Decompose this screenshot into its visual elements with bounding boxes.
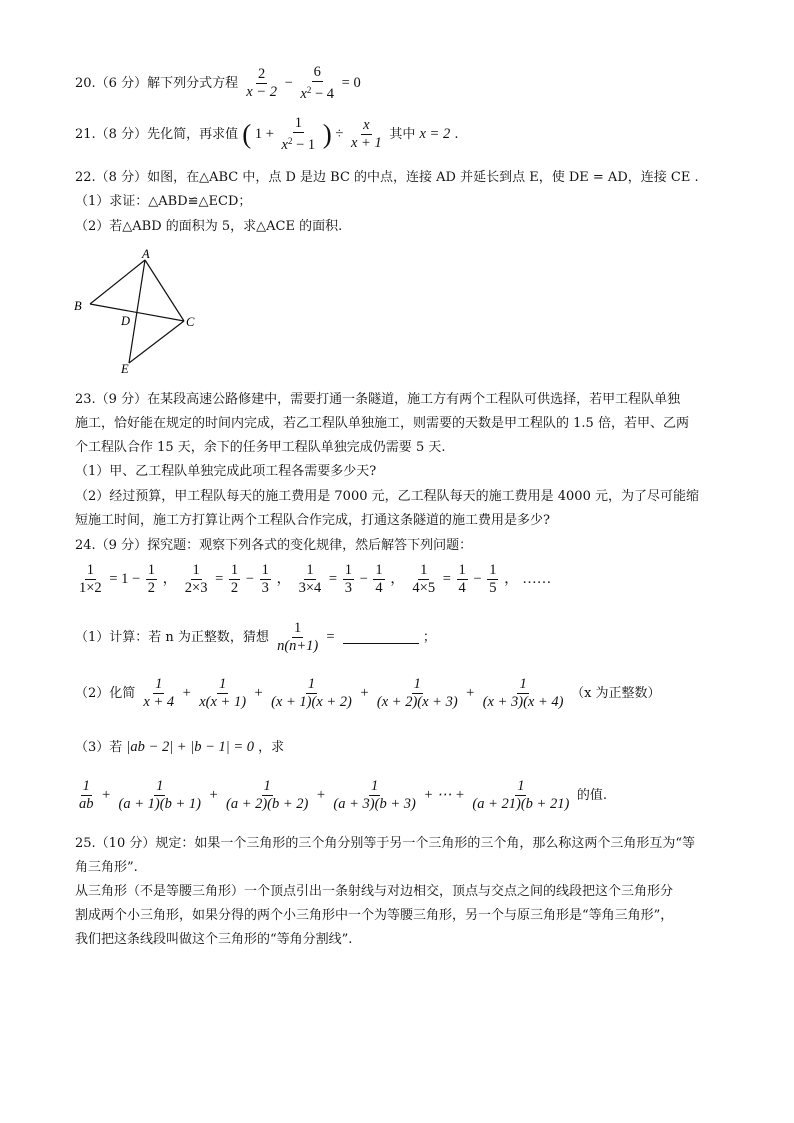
q21-fraction-2: $\frac{x}{x + 1}$ bbox=[351, 117, 382, 151]
label-D: D bbox=[121, 314, 131, 328]
q25-line5: 我们把这条线段叫做这个三角形的“等角分割线”. bbox=[75, 932, 353, 947]
q22-stem: 22.（8 分）如图，在△ABC 中，点 D 是边 BC 的中点，连接 AD 并延长到点 E，使 DE = AD，连接 CE . bbox=[75, 170, 699, 185]
segment-AC bbox=[145, 260, 184, 321]
q20-line bbox=[75, 64, 361, 103]
q22-part2: （2）若△ABD 的面积为 5，求△ACE 的面积. bbox=[75, 219, 343, 234]
q20-fraction-2: $\frac{6}{x^2 - 4}$ bbox=[300, 64, 335, 102]
q21-condition: x = 2 bbox=[419, 125, 451, 142]
q25-line2: 角三角形”. bbox=[75, 860, 138, 875]
q25-line4: 割成两个小三角形，如果分得的两个小三角形中一个为等腰三角形，另一个与原三角形是“等角三角形”， bbox=[75, 908, 674, 923]
pattern-1-lhs: $\frac{1}{1\times 2}$ bbox=[79, 562, 102, 596]
q20-equation: $\frac{2}{x - 2}$ − $\frac{6}{x^2 - 4}$ = 0 bbox=[246, 64, 361, 102]
label-E: E bbox=[121, 362, 129, 376]
q23-part1: （1）甲、乙工程队单独完成此项工程各需要多少天? bbox=[75, 464, 377, 479]
q24-sum-expression: $\frac{1}{ab}$ + $\frac{1}{(a + 1)(b + 1)}$ + $\frac{1}{(a + 2)(b + 2)}$ + $\frac{1}{(a + 3)(b + 3)}$ + ⋯ + $\frac{1}{(a + 21)(b + 21)}$ 的值. bbox=[79, 778, 608, 812]
q24-part2-sum: $\frac{1}{x + 4}$ + $\frac{1}{x(x + 1)}$ + $\frac{1}{(x + 1)(x + 2)}$ + $\frac{1}{(x + 2)(x + 3)}$ + $\frac{1}{(x + 3)(x + 4)}$ bbox=[143, 676, 564, 710]
q20-prefix: 20.（6 分）解下列分式方程 bbox=[75, 75, 239, 91]
q24-part1: （1）计算：若 n 为正整数，猜想 $\frac{1}{n(n+1)}$ = ； bbox=[75, 620, 436, 654]
q21-fraction-1: $\frac{1}{x^2 - 1}$ bbox=[281, 115, 316, 153]
label-B: B bbox=[74, 299, 82, 313]
q21-prefix: 21.（8 分）先化简，再求值 bbox=[75, 126, 239, 142]
q23-line1: 23.（9 分）在某段高速公路修建中，需要打通一条隧道，施工方有两个工程队可供选择，若甲工程队单独 bbox=[75, 392, 681, 407]
q23-part2-line1: （2）经过预算，甲工程队每天的施工费用是 7000 元，乙工程队每天的施工费用是 4000 元，为了尽可能缩 bbox=[75, 489, 699, 504]
q21-line: 21.（8 分）先化简，再求值 ( 1 + $\frac{1}{x^2 - 1}$ ) ÷ $\frac{x}{x + 1}$ 其中 x = 2 . bbox=[75, 115, 459, 153]
q24-intro: 24.（9 分）探究题：观察下列各式的变化规律，然后解答下列问题： bbox=[75, 538, 473, 553]
pattern-4-lhs: $\frac{1}{4\times 5}$ bbox=[412, 562, 436, 596]
q20-fraction-1: $\frac{2}{x - 2}$ bbox=[246, 66, 277, 100]
pattern-2-lhs: $\frac{1}{2\times 3}$ bbox=[184, 562, 208, 596]
label-A: A bbox=[142, 247, 150, 261]
segment-AB bbox=[90, 260, 145, 304]
q23-line2: 施工，恰好能在规定的时间内完成，若乙工程队单独施工，则需要的天数是甲工程队的 1.5 倍，若甲、乙两 bbox=[75, 416, 689, 431]
answer-blank[interactable] bbox=[343, 631, 419, 644]
q24-part1-fraction: $\frac{1}{n(n+1)}$ bbox=[277, 620, 319, 654]
q23-part2-line2: 短施工时间，施工方打算让两个工程队合作完成，打通这条隧道的施工费用是多少? bbox=[75, 513, 550, 528]
label-C: C bbox=[186, 315, 195, 329]
q24-pattern: $\frac{1}{1\times 2}$ = 1 − $\frac{1}{2}$ ， $\frac{1}{2\times 3}$ = $\frac{1}{2}$ − $\frac{1}{3}$ ， $\frac{1}{3\times 4}$ = $\frac{1}{3}$ − $\frac{1}{4}$ ， $\frac{1}{4\times 5}$ = $\frac{1}{4}$ − $\frac{1}{5}$ ， …… bbox=[79, 562, 552, 596]
segment-EC bbox=[129, 321, 184, 363]
q25-line3: 从三角形（不是等腰三角形）一个顶点引出一条射线与对边相交，顶点与交点之间的线段把这个三角形分 bbox=[75, 884, 674, 899]
q23-line3: 个工程队合作 15 天，余下的任务甲工程队单独完成仍需要 5 天. bbox=[75, 440, 446, 455]
pattern-3-lhs: $\frac{1}{3\times 4}$ bbox=[298, 562, 322, 596]
q22-part1: （1）求证：△ABD≌△ECD； bbox=[75, 194, 252, 209]
triangle-figure bbox=[68, 246, 208, 376]
q21-expression: ( 1 + $\frac{1}{x^2 - 1}$ ) ÷ $\frac{x}{x + 1}$ bbox=[242, 115, 382, 153]
q24-part3-condition: |ab − 2| + |b − 1| = 0 bbox=[126, 739, 255, 755]
q25-line1: 25.（10 分）规定：如果一个三角形的三个角分别等于另一个三角形的三个角，那么称这两个三角形互为“等 bbox=[75, 836, 695, 851]
q24-part2: （2）化简 $\frac{1}{x + 4}$ + $\frac{1}{x(x + 1)}$ + $\frac{1}{(x + 1)(x + 2)}$ + $\frac{1}{(x + 2)(x + 3)}$ + $\frac{1}{(x + 3)(x + 4)}$ （x 为正整数） bbox=[75, 676, 661, 710]
q24-part3: （3）若 |ab − 2| + |b − 1| = 0 ，求 bbox=[75, 739, 285, 755]
